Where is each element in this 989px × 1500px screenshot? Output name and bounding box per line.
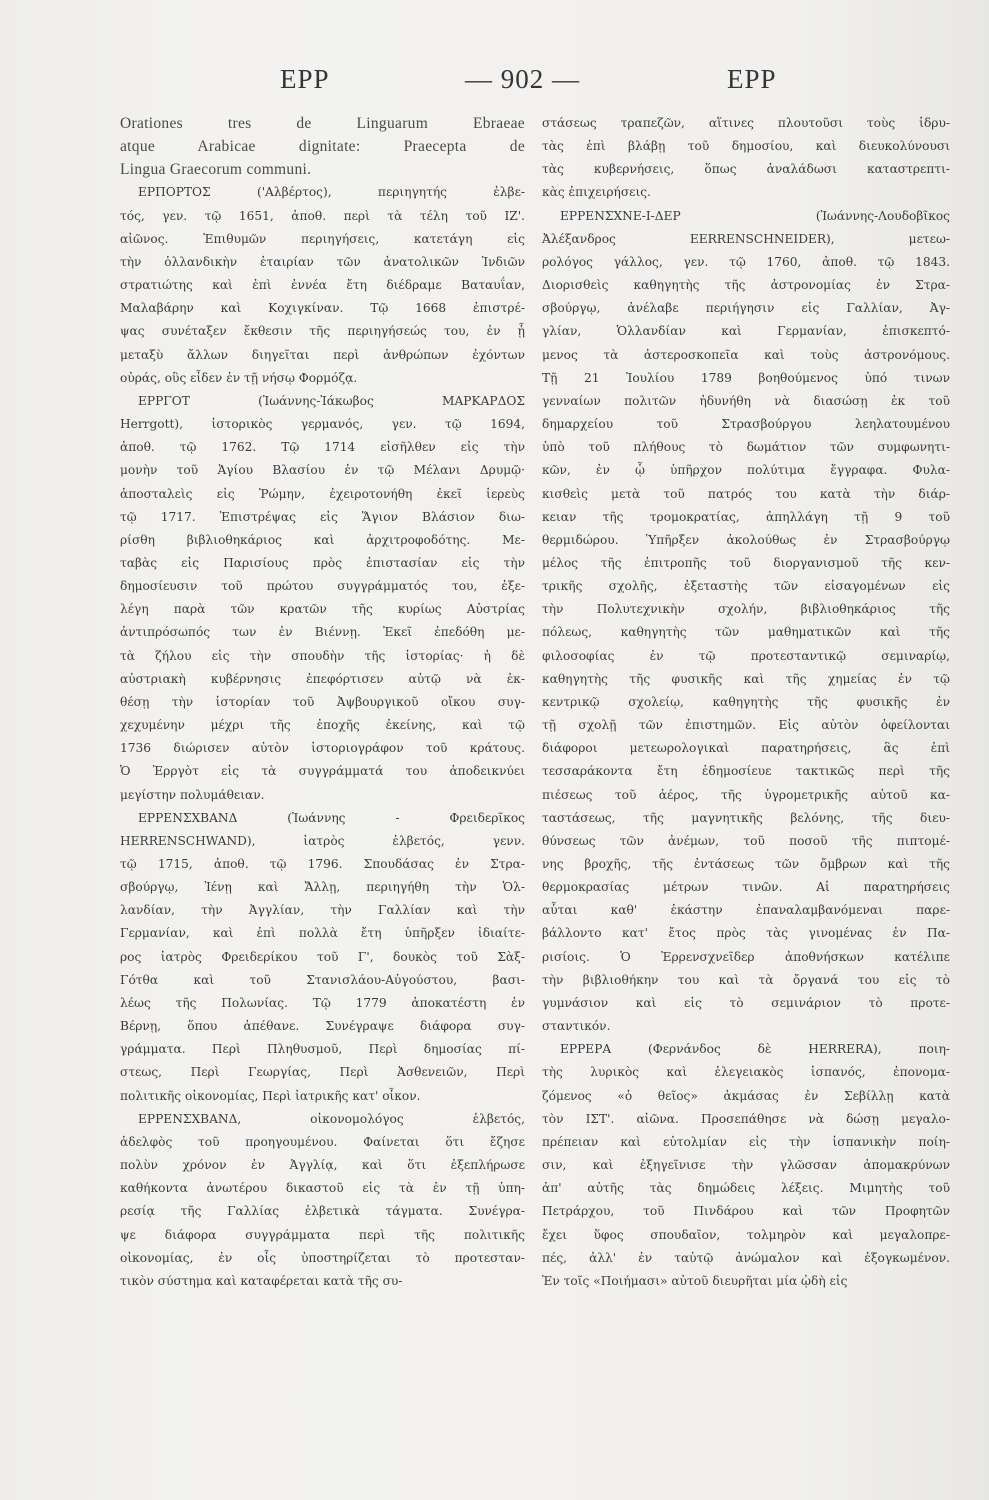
- text-line: στάσεως τραπεζῶν, αἵτινες πλουτοῦσι τοὺς ἱδρυ-: [542, 116, 950, 130]
- text-line: χεχυμένην μέχρι τῆς ἐποχῆς ἐκείνης, καὶ τῷ: [120, 718, 525, 733]
- text-line: θερμοκρασίας μέτρων τινῶν. Αἱ παρατηρήσεις: [542, 880, 950, 895]
- text-line: ἔχει ὕφος σπουδαῖον, τολμηρὸν καὶ μεγαλοπρε-: [542, 1227, 950, 1242]
- text-line: ἀπ' αὐτῆς τὰς δημώδεις λέξεις. Μιμητὴς τοῦ: [542, 1181, 950, 1196]
- text-line: ἀντιπρόσωπός των ἐν Βιέννῃ. Ἐκεῖ ἐπεδόθη με-: [120, 625, 525, 640]
- text-line: κειαν τῆς τρομοκρατίας, ἀπηλλάγη τῇ 9 τοῦ: [542, 509, 950, 524]
- text-line: στεως, Περὶ Γεωργίας, Περὶ Ἀσθενειῶν, Περὶ: [120, 1065, 525, 1080]
- text-line: οὐράς, οὓς εἶδεν ἐν τῇ νήσῳ Φορμόζᾳ.: [120, 370, 358, 385]
- text-line: Βέρνῃ, ὅπου ἀπέθανε. Συνέγραψε διάφορα συγ-: [120, 1019, 525, 1034]
- text-line: λανδίαν, τὴν Ἀγγλίαν, τὴν Γαλλίαν καὶ τὴν: [120, 903, 525, 918]
- text-line: αὗται καθ' ἑκάστην ἐπαναλαμβανόμεναι παρε-: [542, 903, 950, 918]
- text-line: ρισίοις. Ὁ Ἐρρενσχνεῖδερ ἀποθνήσκων κατέλιπε: [542, 949, 950, 964]
- text-line: γλίαν, Ὁλλανδίαν καὶ Γερμανίαν, ἐπισκεπτό-: [542, 324, 950, 339]
- text-line: τὴς λυρικὸς καὶ ἐλεγειακὸς ἱσπανός, ἐπονομα-: [542, 1065, 950, 1080]
- right-text-column: [542, 112, 950, 1293]
- text-line: αἰῶνος. Ἐπιθυμῶν περιηγήσεις, κατετάγη εἰς: [120, 231, 525, 246]
- text-line: μεταξὺ ἄλλων διηγεῖται περὶ ἀνθρώπων ἐχόντων: [120, 347, 525, 362]
- text-line: πές, ἀλλ' ἐν ταὐτῷ ἀνώμαλον καὶ ἐξογκωμένον.: [542, 1250, 950, 1265]
- text-line: ΕΡΡΕΝΣΧΒΑΝΔ (Ἰωάννης - Φρειδερῖκος: [138, 810, 525, 825]
- text-line: τῷ 1717. Ἐπιστρέψας εἰς Ἅγιον Βλάσιον διω-: [120, 509, 525, 524]
- text-line: Διορισθεὶς καθηγητὴς τῆς ἀστρονομίας ἐν Στρα-: [542, 278, 950, 293]
- text-line: τῇ σχολῇ τῶν ἐπιστημῶν. Εἰς αὐτὸν ὀφείλονται: [542, 718, 950, 733]
- text-line: ψας συνέταξεν ἔκθεσιν τῆς περιηγήσεώς του, ἐν ᾗ: [120, 324, 525, 339]
- text-line: ρολόγος γάλλος, γεν. τῷ 1760, ἀποθ. τῷ 1843.: [542, 254, 950, 269]
- text-line: ἀδελφὸς τοῦ προηγουμένου. Φαίνεται ὅτι ἔζησε: [120, 1134, 525, 1149]
- text-line: σβούργῳ, Ἰένῃ καὶ Ἄλλῃ, περιηγήθη τὴν Ὁλ-: [120, 880, 525, 895]
- text-line: ΕΡΠΟΡΤΟΣ ('Αλβέρτος), περιηγητής ἐλβε-: [138, 185, 525, 200]
- text-line: Herrgott), ἱστορικὸς γερμανός, γεν. τῷ 1694,: [120, 417, 525, 432]
- text-line: τός, γεν. τῷ 1651, ἀποθ. περὶ τὰ τέλη τοῦ ΙΖ'.: [120, 208, 525, 223]
- text-line: θύνσεως τῶν ἀνέμων, τοῦ ποσοῦ τῆς πιπτομέ-: [542, 833, 950, 848]
- text-line: δημοσίευσιν τοῦ πρώτου συγγράμματός του, ἐξε-: [120, 579, 525, 594]
- text-line: καθηγητὴς τῆς φυσικῆς καὶ τῆς χημείας ἐν τῷ: [542, 671, 950, 686]
- text-line: Πετράρχου, τοῦ Πινδάρου καὶ τῶν Προφητῶν: [542, 1204, 950, 1219]
- text-line: τὴν βιβλιοθήκην του καὶ τὰ ὄργανά του εἰς τὸ: [542, 972, 950, 987]
- text-line: γενναίων πολιτῶν ἠδυνήθη νὰ διασώσῃ ἐκ τοῦ: [542, 393, 950, 408]
- text-line: πολὺν χρόνον ἐν Ἀγγλίᾳ, καὶ ὅτι ἐξεπλήρωσε: [120, 1158, 525, 1173]
- text-line: τὴν ὁλλανδικὴν ἑταιρίαν τῶν ἀνατολικῶν Ἰνδιῶν: [120, 254, 525, 269]
- text-line: HERRENSCHWAND), ἰατρὸς ἑλβετός, γενν.: [120, 833, 525, 848]
- text-line: τὰ ζήλου εἰς τὴν σπουδὴν τῆς ἱστορίας· ἡ δὲ: [120, 648, 525, 663]
- text-line: φιλοσοφίας ἐν τῷ προτεσταντικῷ σεμιναρίῳ,: [542, 648, 950, 663]
- page-number: — 902 —: [465, 64, 580, 94]
- text-line: Ἀλέξανδρος EERRENSCHNEIDER), μετεω-: [542, 231, 950, 246]
- text-line: σβούργῳ, ἀνέλαβε περιήγησιν εἰς Γαλλίαν, Ἀγ-: [542, 301, 950, 316]
- text-line: atque Arabicae dignitate: Praecepta de: [120, 138, 525, 156]
- text-line: τὰς ἐπὶ βλάβῃ τοῦ δημοσίου, καὶ διευκολύνουσι: [542, 139, 950, 154]
- text-line: μεγίστην πολυμάθειαν.: [120, 787, 265, 802]
- text-line: τῷ 1715, ἀποθ. τῷ 1796. Σπουδάσας ἐν Στρα-: [120, 857, 525, 871]
- text-line: τεσσαράκοντα ἔτη ἐδημοσίευε τακτικῶς περὶ τῆς: [542, 764, 950, 779]
- text-line: κῶν, ἐν ᾧ ὑπῆρχον πολύτιμα ἔγγραφα. Φυλα-: [542, 463, 950, 478]
- text-line: τρικῆς σχολῆς, ἐξεταστὴς τῶν εἰσαγομένων εἰς: [542, 579, 950, 594]
- text-line: μονὴν τοῦ Ἁγίου Βλασίου ἐν τῷ Μέλανι Δρυμῷ·: [120, 463, 525, 478]
- text-line: αὐστριακὴ κυβέρνησις ἐπεφόρτισεν αὐτῷ νὰ ἐκ-: [120, 671, 525, 686]
- text-line: Ἐν τοῖς «Ποιήμασι» αὐτοῦ διευρῆται μία ᾠδὴ εἰς: [542, 1273, 848, 1288]
- text-line: κισθεὶς μετὰ τοῦ πατρός του κατὰ τὴν διάρ-: [542, 486, 950, 501]
- text-line: σιν, καὶ ἐξηγεῖνισε τὴν γλῶσσαν ἀπομακρύνων: [542, 1158, 950, 1173]
- text-line: στρατιώτης καὶ ἐπὶ ἐννέα ἔτη διέδραμε Βαταυΐαν,: [120, 278, 525, 293]
- text-line: ρος ἰατρὸς Φρειδερίκου τοῦ Γ', δουκὸς τοῦ Σὰξ-: [120, 949, 525, 964]
- text-line: δημαρχείου τοῦ Στρασβούργου λεηλατουμένου: [542, 417, 950, 432]
- text-line: ἀποσταλεὶς εἰς Ῥώμην, ἐχειροτονήθη ἐκεῖ ἱερεὺς: [120, 486, 525, 501]
- text-line: γράμματα. Περὶ Πληθυσμοῦ, Περὶ δημοσίας πί-: [120, 1042, 525, 1057]
- header-left-guideword: ΕΡΡ: [280, 64, 330, 94]
- text-line: γυμνάσιον καὶ εἰς τὸ σεμινάριον τὸ προτε-: [542, 995, 950, 1010]
- header-right-guideword: ΕΡΡ: [727, 64, 777, 94]
- text-line: ταβὰς εἰς Παρισίους πρὸς ἐπιστασίαν εἰς τὴν: [120, 555, 525, 570]
- text-line: θερμιδώρου. Ὑπῆρξεν ἀκολούθως ἐν Στρασβούργῳ: [542, 532, 950, 547]
- text-line: μενος τὰ ἀστεροσκοπεῖα καὶ τοὺς ἀστρονόμους.: [542, 347, 950, 362]
- text-line: πιέσεως τοῦ ἀέρος, τῆς ὑγρομετρικῆς αὐτοῦ κα-: [542, 787, 950, 802]
- text-line: ΕΡΡΕΝΣΧΒΑΝΔ, οἰκονομολόγος ἑλβετός,: [138, 1111, 525, 1126]
- text-line: τὸν ΙΣΤ'. αἰῶνα. Προσεπάθησε νὰ δώσῃ μεγαλο-: [542, 1111, 950, 1126]
- text-line: πολιτικῆς οἰκονομίας, Περὶ ἰατρικῆς κατ' οἶκον.: [120, 1088, 421, 1103]
- text-line: νης βροχῆς, τῆς ἐντάσεως τῶν ὄμβρων καὶ τῆς: [542, 857, 950, 871]
- text-line: λέως τῆς Πολωνίας. Τῷ 1779 ἀποκατέστη ἐν: [120, 995, 525, 1010]
- text-line: Τῇ 21 Ἰουλίου 1789 βοηθούμενος ὑπό τινων: [542, 370, 950, 385]
- text-line: ΕΡΡΕΡΑ (Φερνάνδος δὲ HERRERA), ποιη-: [560, 1042, 950, 1057]
- running-header: [0, 64, 989, 104]
- text-line: λέγη παρὰ τῶν κρατῶν τῆς κυρίως Αὐστρίας: [120, 602, 525, 617]
- text-line: Γερμανίαν, καὶ ἐπὶ πολλὰ ἔτη ὑπῆρξεν ἰδιαίτε-: [120, 926, 525, 941]
- text-line: ΕΡΡΕΝΣΧΝΕ-Ι-ΔΕΡ (Ἰωάννης-Λουδοβῖκος: [560, 208, 950, 223]
- text-line: διάφοροι μετεωρολογικαὶ παρατηρήσεις, ἃς ἐπὶ: [542, 741, 950, 756]
- text-line: σταντικόν.: [542, 1019, 611, 1034]
- text-line: ἀποθ. τῷ 1762. Τῷ 1714 εἰσῆλθεν εἰς τὴν: [120, 440, 525, 455]
- text-line: βάλλοντο κατ' ἔτος πρὸς τὰς γινομένας ἐν Πα-: [542, 926, 950, 941]
- text-line: θέσῃ τὴν ἱστορίαν τοῦ Ἀψβουργικοῦ οἴκου συγ-: [120, 694, 525, 709]
- text-line: μέλος τῆς ἐπιτροπῆς τοῦ διοργανισμοῦ τῆς κεν-: [542, 555, 950, 570]
- text-line: Orationes tres de Linguarum Ebraeae: [120, 115, 525, 132]
- text-line: ρίσθη βιβλιοθηκάριος καὶ ἀρχιτροφοδότης. Με-: [120, 532, 525, 547]
- text-line: ρεσίᾳ τῆς Γαλλίας ἑλβετικὰ τάγματα. Συνέγρα-: [120, 1204, 525, 1219]
- text-line: πρέπειαν καὶ εὐτολμίαν εἰς τὴν ἱσπανικὴν ποίη-: [542, 1134, 950, 1149]
- left-text-column: [120, 112, 525, 1293]
- text-line: ὑπὸ τοῦ πλήθους τὸ δωμάτιον τῶν συμφωνητι-: [542, 440, 950, 455]
- text-line: τὰς κυβερνήσεις, ὅπως ἀναλάδωσι καταστρεπτι-: [542, 162, 950, 177]
- text-line: 1736 διώρισεν αὐτὸν ἱστοριογράφον τοῦ κράτους.: [120, 741, 525, 756]
- text-line: οἰκονομίας, ἐν οἷς ὑποστηρίζεται τὸ προτεσταν-: [120, 1250, 525, 1265]
- text-line: Ὁ Ἐρργὸτ εἰς τὰ συγγράμματά του ἀποδεικνύει: [120, 764, 525, 779]
- text-line: κὰς ἐπιχειρήσεις.: [542, 185, 651, 200]
- text-line: ζόμενος «ὁ θεῖος» ἀκμάσας ἐν Σεβίλλῃ κατὰ: [542, 1088, 950, 1103]
- text-line: ψε διάφορα συγγράμματα περὶ τῆς πολιτικῆς: [120, 1227, 525, 1242]
- text-line: Γότθα καὶ τοῦ Στανισλάου-Αὐγούστου, βασι-: [120, 972, 525, 987]
- text-line: κεντρικῷ σχολείῳ, καθηγητὴς τῆς φυσικῆς ἐν: [542, 694, 950, 709]
- text-line: τικὸν σύστημα καὶ καταφέρεται κατὰ τῆς συ-: [120, 1273, 403, 1288]
- text-line: Lingua Graecorum communi.: [120, 161, 312, 179]
- text-line: ταστάσεως, τῆς μαγνητικῆς βελόνης, τῆς διευ-: [542, 810, 950, 825]
- text-line: καθήκοντα ἀνωτέρου δικαστοῦ εἰς τὰ ἐν τῇ ὑπη-: [120, 1181, 525, 1196]
- text-line: ΕΡΡΓΟΤ (Ἰωάννης-Ἰάκωβος ΜΑΡΚΑΡΔΟΣ: [138, 393, 525, 408]
- text-line: τὴν Πολυτεχνικὴν σχολήν, βιβλιοθηκάριος τῆς: [542, 602, 950, 617]
- text-line: Μαλαβάρην καὶ Κοχιγκίναν. Τῷ 1668 ἐπιστρέ-: [120, 301, 525, 316]
- text-line: πόλεως, καθηγητὴς τῶν μαθηματικῶν καὶ τῆς: [542, 625, 950, 640]
